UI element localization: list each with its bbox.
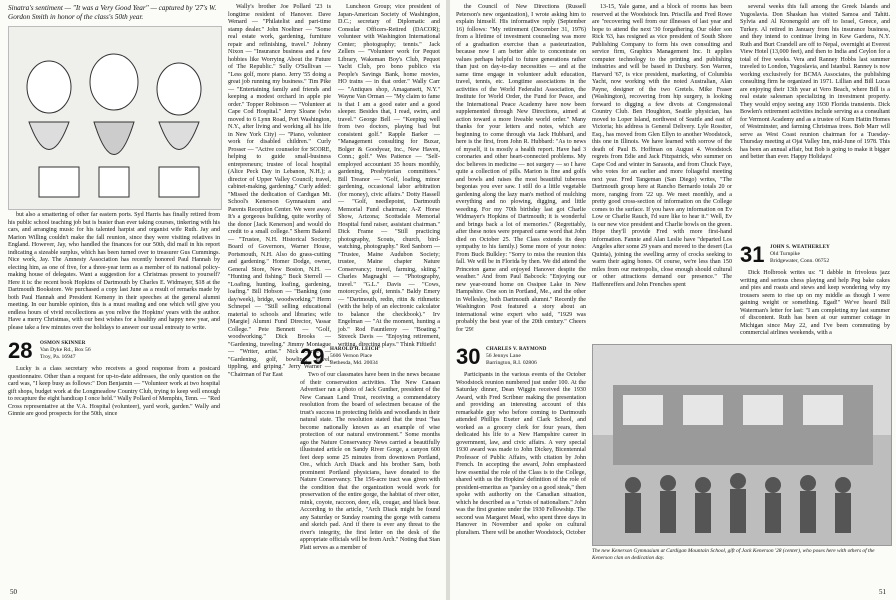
- class-28-secretary: OSMON SKINNER: [40, 341, 86, 346]
- class-30-header: [486, 346, 586, 367]
- page-number-right: 51: [879, 588, 886, 596]
- left-col1-bottom-text: Lucky is a class secretary who receives a good response from a postcard questionnaire. Other than a request for up-to-date addresses, the only question on the card was, "I keep busy as follows:" Don Benjamin — "Volunteer work at two hospital gift shops, budget work at the Longmeadow Country Club, trying to keep well enough to recapture the eight handicap I once held." Wally Pollard of Memphis, Tenn. — "Red Cross representative at the V.A. Hospital (volunteer), yard work, garden." Wally and Ginnie are good prospects for the 50th, since: [8, 366, 220, 417]
- class-number-30: 30: [456, 344, 481, 369]
- left-col3-text: Luncheon Group; vice president of Japan-American Society of Washington, D.C.; secretary of Diplomatic and Consular Officers-Retired (DACOR); volunteer with Washington International Center; photography; tennis." Jack Zellers — "Volunteer work for Pequot Library, Wakeman Boy's Club, Pequot Yacht Club, pro bono publico via People's Savings Bank, home movies, HO trains — in that order." Wally Carr — "Antiques shop, Amagansett, N.Y." Wayne Van Orman — "My claim to fame is that I am a good eater and a good sleeper. Besides that, I read, swim, and travel." George Bell — "Keeping well from two doctors, playing bad but consistent golf." Rapple Barker — "Management consulting for Buxar, Bolger & Goodyear, Inc., New Haven, Conn.; golf." Wes Patience — "Self-employed accountant 35 hours monthly, gardening, Presbyterian committees." Bill Treanor — "Golf, loafing, minor gardening, occasional labor arbitration (for money), civic affairs." Dotty Hassell — "Golf, needlepoint, Dartmouth Memorial Fund chairman; A-Z Horse Show, Arizona; Scottsdale Memorial Hospital fund raiser, assistant chairman." Dick Frame — "Still practicing photography, Scouts, church, bird-watching, photography." Red Sanborn — "Trustee, Maine Audubon Society; trustee, Maine chapter Nature Conservancy; travel, farming, skiing." Charles Magnaghi — "Photography, travel." "G.L." Davis — "Cows, motorcycles, golf, tennis." Baldy Emery — "Dartmouth, redin, ritin & rithmetic (with the help of an electronic calculator to balance the checkbook)." Irv Engelman — "At the moment, hunting a job." Rod Fauntleroy — "Boating." Streeck Davis — "Enjoying retirement, writing, directing plays." Think Fiftieth!: [338, 4, 440, 348]
- class-31-header: [770, 244, 890, 265]
- class-28-header: [40, 340, 200, 361]
- class-30-secretary: CHARLES V. RAYMOND: [486, 347, 547, 352]
- class-29-header: [330, 346, 440, 367]
- gymnasium-photo-drawing: [593, 345, 891, 545]
- right-col3-bottom-text: Dick Holbrook writes us: "I dabble in frivolous jazz writing and serious chess playing and help Peg bake cakes and pies and roasts and stews and keep wondering why my trousers seem to rise up on my middle as though I were gaining weight or something. Egad!" We've heard Bill Waterman's letter for last: "I am completing my last summer of discontent. Ruth has been at our summer cottage in Michigan since May 22, and I've been commuting by commercial airlines weekends, with a: [740, 270, 890, 336]
- class-28-address-line2: Troy, Pa. 16947: [40, 354, 76, 360]
- right-page: [450, 0, 896, 600]
- class-31-secretary: JOHN S. WEATHERLEY: [770, 245, 830, 250]
- class-number-31: 31: [740, 242, 765, 267]
- left-col2-text: Wally's brother Joe Pollard '23 is longtime resident of Hanover. Dave Wenard — "Philatelist and part-time stamp dealer." John Noeltner — "Some real estate work, gardening, furniture repair and refinishing, travel." Johnny Nixon — "Insurance business and a few hobbies like Worrying About the Future of The Republic." Sully O'Sullivan — "Less golf, more piano. Jerry '55 doing a great job running my business." Tim Pike — "Entertaining family and friends and keeping a modest orchard in apple pie order." Topper Robinson — "Volunteer at Cape Cod Hospital." Jerry Sloane (who moved to 6 Lynn Road, Port Washington, N.Y., after living and working all his life in New York City) — "Piano, volunteer work for disabled children." Curly Prosser — "Active counselor for SCORE, helping to guide small-business entrepreneurs; trustee of local hospital (Alice Peck Day in Lebanon, N.H.); a director of Upper Valley Council; travel, cabinet-making, gardening." Curly added: "Missed the dedication of Cardigan Mt. School's Kenerson Gymnasium and Parents Reception Center. We were away. It's a gorgeous building, quite worthy of the donor [Jack Kenerson] and would do credit to a small college." Sherm Bakerel — "Trustee, N.H. Historical Society; Board of Governors, Warner House, Portsmouth, N.H. Also do grass-cutting and gardening." Homer Dodge, owner, General Store, New Boston, N.H. — "Hunting and fishing." Buck Sterrell — "Loafing, hunting, loafing, gardening, loafing." Bill Hobson — "Banking (one day/week), bridge, woodworking." Herm Schnepel — "Still selling educational material to schools and libraries; wife [Margie] Alumni Fund Director, Vassar College." Pete Bennett — "Golf, woodworking." Dick Brooks — "Gardening, traveling." Jimmy Montague — "Writer, artist." Nick Carter — "Gardening, golf, bowling, travel, tippling, and griping." Jerry Warner — "Chairman of Far East: [228, 4, 331, 378]
- right-col3-text: several weeks this fall among the Greek Islands and Yugoslavia. Don Shaskan has visited Samoa and Tahiti. Sylvia and Al Kronengold are off to Israel, Greece, and Turkey. Al retired in January from his insurance business, and they intend to continue living in Kew Gardens, N.Y. Ruth and Burt Crandell are off to Nepal, overnight at Everest View Hotel (13,000 feet), and then to India and Ceylon for a total of five weeks. Vera and Ranney Hobbs last summer traveled to London, Yugoslavia, and Istanbul. Ranney is now working exclusively for BCMA Associates, the publishing consulting firm he organized in 1971. Lillian and Bill Lucas are enjoying their 13th year at Vero Beach, where Bill is a real estate salesman specializing in investment property. They would enjoy seeing any 1930 Florida transients. Dick Bowlen's retirement activities include serving as a consultant for Vermont Academy and as a trustee of Kurn Hattin Homes of Westminster, and farming Christmas trees. Bob Marr will serve as West Coast reunion chairman for a Tuesday-Thursday meeting at Ojai Valley Inn, mid-June of 1978. This has been an annual affair, but Bob is going to make it bigger and better than ever. Happy Holidays!: [740, 4, 890, 160]
- class-29-address-line1: 5606 Vernon Place: [330, 353, 373, 359]
- cartoon-illustration: [8, 26, 222, 210]
- class-number-28: 28: [8, 338, 33, 363]
- left-col3-bottom-text: Two of our classmates have been in the news because of their conservation activities. The New Canaan Advertiser ran a photo of Jack Gunther, president of the New Canaan Land Trust, receiving a commendatory resolution from the board of selectmen because of the trust's success in protecting fields and woodlands in their natural state. The resolution stated that the trust "has become nationally known as an example of wise protection of our natural environment." Some months ago the Nature Conservancy News carried a beautifully illustrated article on Sandy River Gorge, a canyon 600 feet deep some 25 minutes from downtown Portland, Ore., which Arch Diack and his brother Sam, both prominent Portland physicians, have donated to the Nature Conservancy. The 156-acre tract was given with the condition that the organization would work for preservation of the entire gorge, the habitat of river otter, mink, coyote, raccoon, deer, elk, cougar, and black bear. According to the article, "Arch Diack might be found any Saturday or Sunday roaming the gorge with camera and sketch pad. And if there is ever any threat to the river's integrity, the first letter on the desk of the appropriate officials will be from Arch." Noting that Stan Platt serves as a member of: [300, 372, 440, 551]
- right-col2-text: 13-15, Yale game, and a block of rooms has been reserved at the Woodstock Inn. Priscilla and Fred Rowe are "recovering well from our illnesses of last year and hope to attend the next '30 forgathering. Our older son Rick '63, has resigned as vice president of South Shore Publishing Company to form his own consulting and service firm, Graphics Management Inc. It applies computer technology to the printing and publishing industries and will be based in Duxbury. Son Warren, Harvard '67, is vice president, marketing, of Columbia Yacht, now working with the noted Australian, Alan Payne, designer of the two Gretels. Mike Fraser (Washington), recovering from hip surgery, is looking forward to digging a few divots at Congressional Country Club. Ben Houghton, Seattle physician, has moved to Loper Island, northwest of Seattle and east of Victoria; his address is General Delivery. Lyle Rossiter, Esq., has moved from Glen Ellyn to another Woodstock, this one in Illinois. We have learned with sorrow of the death of Paul B. Hoffman on August 4. Woodstock regrets from Edie and Jack Fitzpatrick, who summer on Cape Cod and winter in Sarasota, and from Chuck Faye, who votes for an earlier and more foliageful meeting next year. Fred Tangeman (San Diego) writes, "The Dartmouth group here at Rancho Bernardo totals 20 or more, ranging from '22 up. We meet monthly, and a pretty good cross-section of information on the College comes to the surface. If you have any information on Ev Low or Charlie Rauch, I'd sure like to hear it." Well, Ev is our new vice president and Charlie bowls on the green. Hope they'll provide Fred with more first-hand information. Fannie and Alan Leslie have "departed Los Angeles after some 29 years and moved to the desert (La Quinta), joining the swelling army of crocks seeking to warm their aging bones. Of course, we're less than 150 miles from our metropolis, close enough should cultural or other attractions demand our presence." The Haffenreffers and John Frenches spent: [592, 4, 732, 288]
- class-29-secretary: HAROLD H. LEICH: [330, 347, 379, 352]
- page-number-left: 50: [10, 588, 17, 596]
- class-30-address-line1: 56 Jennys Lane: [486, 353, 521, 359]
- left-col1-text: but also a smattering of other far eastern ports. Syd Harris has finally retired from his public school teaching job but is busier than ever taking courses, tinkering with his cars, and arranging music for his talented harpist and organist wife Ruth. Jay and Marion Willing couldn't make the fall reunion, since they were visiting relatives in England. However, Jay, who handled the finances for our 50th, did mail in his report indicating a sizeable surplus, which has been turned over to treasurer Gus Cummings. Nice work, Jay. The Amnesty Association has recently honored Paul Hannah by electing him, as one of five, for a three-year term as a member of its national policy-making house of delegates. Want a suggestion for a Christmas present to yourself? Here it is: the recent book Hopkins of Dartmouth by Charles E. Widmayer, $18 at the Dartmouth Bookstore. We purchased a copy last June as a result of remarks made by both Paul Hannah and President Kemeny in their speeches at the general alumni meeting. In our humble opinion, this is a must reading and one which will give you endless hours of vivid recollections as you relive the Hopkins' years with the author. Have a merry Christmas, with our best wishes for a healthy and happy new year, and please take a few minutes over the holidays to answer our usual entreaty to write.: [8, 212, 220, 331]
- left-page: [0, 0, 446, 600]
- right-col1-bottom-text: Participants in the various events of the October Woodstock reunion numbered just under 100. At the Saturday dinner, Dean Wiggin received the 1930 Award, with Fred Scribner making the presentation and providing an interesting account of this remarkable guy who before coming to Dartmouth attended Phillips Exeter and Clark School, and worked as a grocery clerk for four years, then dedicated his life to a New Hampshire career in government, law, and civic affairs. A very special 1930 award was made to John Dickey, Bicentennial Professor of Public Affairs, with citation by John French. In accepting the award, John emphasized how essential the role of the Class is to the College, shared with us the Hopkins' definition of the role of president-emeritus as "parsley on a good steak," then spoke with authority on the Canadian situation, which he described as a "crisis of nationalism." John was the first grantee under the 1930 Fellowship. The second was Margaret Mead, who spent three days in Hanover in November and spoke on cultural pluralism. There will be another Woodstock, October: [456, 372, 586, 536]
- class-28-address-line1: Van Dyke Rd., Box 56: [40, 347, 91, 353]
- class-29-address-line2: Bethesda, Md. 20034: [330, 360, 378, 366]
- class-number-29: 29: [300, 344, 325, 369]
- right-col1-text: the Council of New Directions (Russell Peterson's new organization), I wrote asking him to explain himself. His informative reply (September 16) follows: "My retirement (December 31, 1976) from a lifetime of investment counseling was more of a graduation exercise than a pasteurization, because now I am better able to concentrate on values perhaps helpful to future generations rather than just on day-to-day necessities — and at the same time engage in volunteer adult education, travel, tennis, etc. Longtime associations in the activities of the World Federalist Association, the Institute for World Order, the Fund for Peace, and the International Peace Academy have now been supplemented through New Directions, aimed at action toward a more liveable world order." Many thanks for your letters and notes, which are beginning to come through via Jack Hubbard, and here is the first, from John R. Hubbard: "As to news of myself, it is mostly a health report. Have had 3 coronaries and other heart-connected problems. My doc believes in medicine — not surgery — so I have quite a collection of pills. Marion is fine and golfs and bowls and raises the most beautiful tuberous begonias you ever saw. I still do a little vegetable gardening along the lazy man's method of mulching everything and no plowing, digging, and little weeding. For my 70th birthday last got Charlie Widmayer's Hopkins of Dartmouth; it is wonderful and brings back a lot of memories." (Regrettably, after these notes were prepared came word that John died on October 25. The Class extends its deep sympathy to his family.) Some more of your notes: From Buck Bulkley: "Sorry to miss the reunion this fall. We will be in Florida by then. We did attend the Princeton game and enjoyed Hanover despite the weather." And from Paul Babcock: "Enjoying our new year-round home on Ossipee Lake in New Hampshire. One son in Portland, Me., and the other in Wellesley, both Dartmouth alumni." Recently the Washington Post featured a story about an international wine expert who said, "1929 was probably the best year of the 20th century." Cheers for '29!: [456, 4, 586, 333]
- class-31-address-line2: Bridgewater, Conn. 06752: [770, 258, 830, 264]
- photo-caption: The new Kenerson Gymnasium at Cardigan Mountain School, gift of Jack Kenerson '28 (center), who poses here with others of the Kenerson clan on dedication day.: [592, 548, 875, 561]
- cartoon-drawing: [9, 27, 221, 209]
- class-30-address-line2: Barrington, R.I. 02806: [486, 360, 537, 366]
- gymnasium-photo: [592, 344, 892, 546]
- cartoon-caption: Sinatra's sentiment — "It was a Very Good Year" — captured by '27's W. Gordon Smith in honor of the class's 50th year.: [8, 4, 217, 21]
- class-31-address-line1: Old Turnpike: [770, 251, 800, 257]
